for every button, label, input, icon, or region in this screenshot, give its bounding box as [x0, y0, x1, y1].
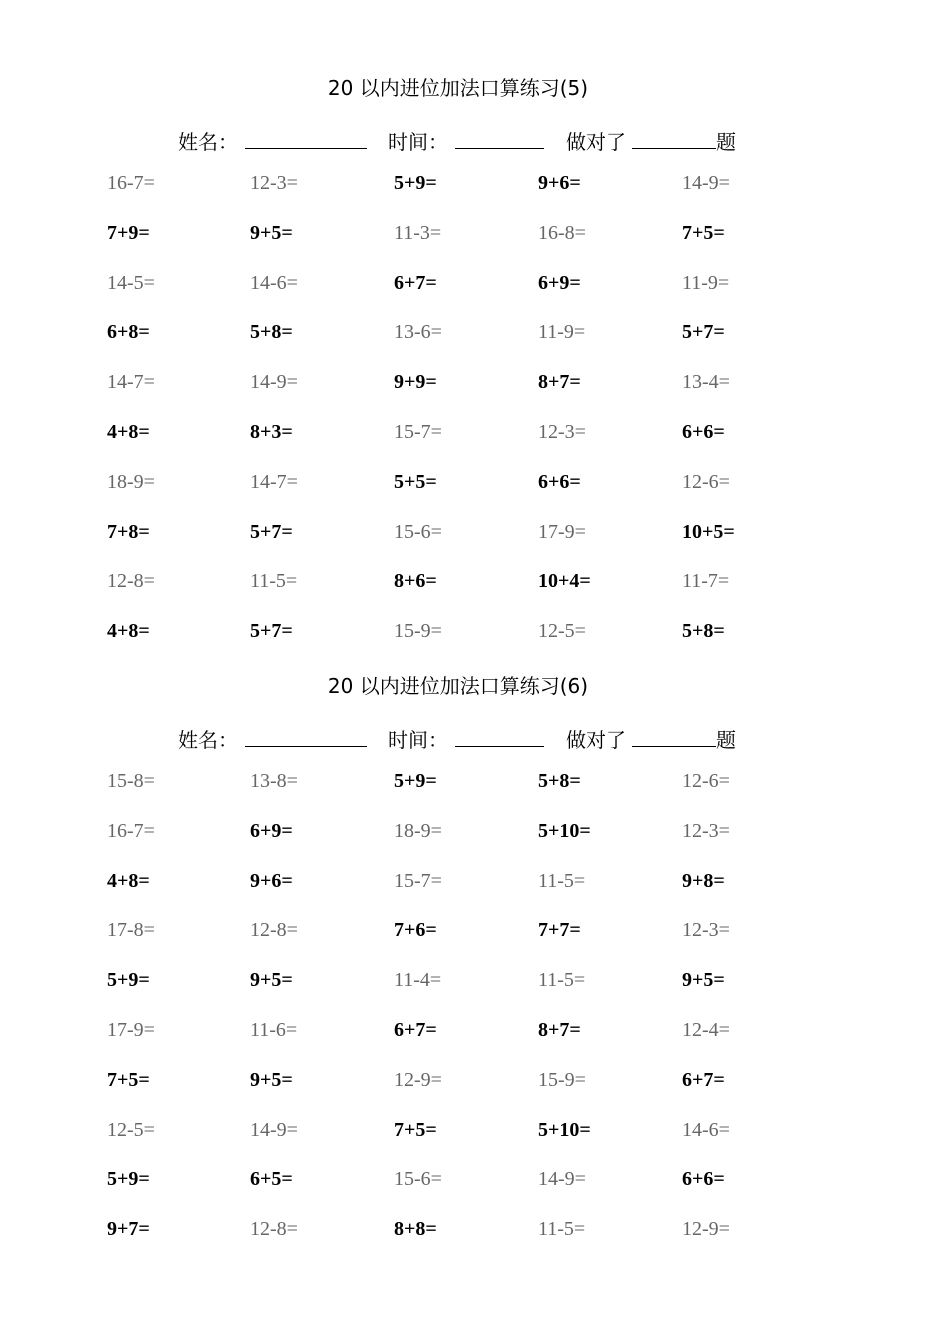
problem-item: 15-6=: [394, 1168, 442, 1191]
student-info-line: [0, 126, 950, 158]
problem-item: 16-8=: [538, 221, 586, 244]
name-blank[interactable]: [245, 746, 367, 747]
problem-item: 7+5=: [107, 1068, 150, 1091]
problem-item: 11-5=: [538, 969, 586, 992]
problem-item: 16-7=: [107, 819, 155, 842]
problem-item: 11-6=: [250, 1019, 298, 1041]
problem-item: 9+9=: [394, 371, 437, 394]
problem-item: 5+9=: [394, 770, 437, 792]
problem-item: 6+7=: [394, 1019, 437, 1041]
problem-item: 7+6=: [394, 919, 437, 942]
problem-item: 13-8=: [250, 770, 298, 792]
correct-count-blank[interactable]: [632, 148, 716, 149]
problem-item: 5+10=: [538, 1118, 591, 1141]
problem-item: 10+5=: [682, 520, 735, 543]
problem-item: 8+7=: [538, 1019, 581, 1041]
problem-item: 5+8=: [682, 620, 725, 643]
problem-item: 14-6=: [682, 1118, 730, 1141]
problem-item: 6+6=: [682, 1168, 725, 1191]
problem-item: 9+5=: [250, 221, 293, 244]
problem-item: 10+4=: [538, 570, 591, 593]
problem-item: 9+5=: [250, 1068, 293, 1091]
problem-item: 12-3=: [538, 421, 586, 443]
problem-item: 12-5=: [538, 620, 586, 643]
problem-item: 6+6=: [682, 421, 725, 443]
student-info-line: [0, 724, 950, 756]
problem-item: 11-7=: [682, 570, 730, 593]
problem-item: 5+7=: [250, 620, 293, 643]
problem-item: 12-9=: [394, 1068, 442, 1091]
problem-item: 9+6=: [250, 869, 293, 892]
problem-item: 16-7=: [107, 172, 155, 194]
problem-item: 6+7=: [682, 1068, 725, 1091]
time-blank[interactable]: [455, 746, 544, 747]
problem-item: 9+7=: [107, 1218, 150, 1241]
problem-item: 17-9=: [107, 1019, 155, 1041]
problem-item: 8+3=: [250, 421, 293, 443]
problem-item: 5+9=: [107, 1168, 150, 1191]
problem-item: 9+6=: [538, 172, 581, 194]
problem-item: 14-9=: [250, 1118, 298, 1141]
problem-item: 13-6=: [394, 321, 442, 344]
problem-item: 4+8=: [107, 421, 150, 443]
problem-item: 14-9=: [538, 1168, 586, 1191]
problem-item: 7+5=: [394, 1118, 437, 1141]
problem-item: 11-5=: [538, 1218, 586, 1241]
problem-item: 11-4=: [394, 969, 442, 992]
question-suffix: 题: [716, 130, 736, 154]
problem-item: 18-9=: [107, 470, 155, 493]
correct-label: 做对了: [566, 130, 626, 154]
problem-item: 12-9=: [682, 1218, 730, 1241]
problem-item: 9+8=: [682, 869, 725, 892]
problem-item: 7+7=: [538, 919, 581, 942]
problem-item: 12-3=: [682, 919, 730, 942]
problem-item: 13-4=: [682, 371, 730, 394]
problem-item: 14-6=: [250, 271, 298, 294]
problem-item: 5+10=: [538, 819, 591, 842]
problem-item: 6+7=: [394, 271, 437, 294]
problem-item: 11-5=: [538, 869, 586, 892]
problem-item: 5+9=: [394, 172, 437, 194]
name-label: 姓名：: [178, 728, 238, 752]
problem-item: 5+5=: [394, 470, 437, 493]
problem-item: 15-8=: [107, 770, 155, 792]
problem-item: 8+6=: [394, 570, 437, 593]
time-label: 时间：: [388, 130, 448, 154]
problem-item: 6+5=: [250, 1168, 293, 1191]
correct-label: 做对了: [566, 728, 626, 752]
problem-item: 12-4=: [682, 1019, 730, 1041]
problem-item: 6+8=: [107, 321, 150, 344]
problem-item: 12-3=: [682, 819, 730, 842]
problem-item: 6+9=: [250, 819, 293, 842]
problem-item: 12-6=: [682, 470, 730, 493]
problem-item: 5+9=: [107, 969, 150, 992]
problem-item: 12-8=: [250, 1218, 298, 1241]
worksheet-title: 20 以内进位加法口算练习(6): [327, 674, 589, 698]
problem-item: 11-9=: [682, 271, 730, 294]
problem-item: 4+8=: [107, 620, 150, 643]
problem-item: 12-5=: [107, 1118, 155, 1141]
time-label: 时间：: [388, 728, 448, 752]
problem-item: 7+8=: [107, 520, 150, 543]
time-blank[interactable]: [455, 148, 544, 149]
problem-item: 14-9=: [682, 172, 730, 194]
problem-item: 14-9=: [250, 371, 298, 394]
name-blank[interactable]: [245, 148, 367, 149]
problem-item: 9+5=: [250, 969, 293, 992]
problem-item: 5+7=: [250, 520, 293, 543]
problem-item: 5+8=: [538, 770, 581, 792]
problem-item: 15-7=: [394, 421, 442, 443]
problem-item: 8+7=: [538, 371, 581, 394]
problem-item: 6+9=: [538, 271, 581, 294]
correct-count-blank[interactable]: [632, 746, 716, 747]
problem-item: 5+7=: [682, 321, 725, 344]
problem-item: 14-7=: [250, 470, 298, 493]
problem-item: 15-6=: [394, 520, 442, 543]
problem-item: 15-9=: [394, 620, 442, 643]
problem-item: 12-3=: [250, 172, 298, 194]
problem-item: 12-6=: [682, 770, 730, 792]
problem-item: 7+9=: [107, 221, 150, 244]
problem-item: 17-8=: [107, 919, 155, 942]
problem-item: 15-9=: [538, 1068, 586, 1091]
problem-item: 15-7=: [394, 869, 442, 892]
problem-item: 6+6=: [538, 470, 581, 493]
question-suffix: 题: [716, 728, 736, 752]
problem-item: 12-8=: [107, 570, 155, 593]
problem-item: 14-5=: [107, 271, 155, 294]
problem-item: 4+8=: [107, 869, 150, 892]
problem-item: 5+8=: [250, 321, 293, 344]
problem-item: 11-3=: [394, 221, 442, 244]
problem-item: 14-7=: [107, 371, 155, 394]
problem-item: 7+5=: [682, 221, 725, 244]
worksheet-title: 20 以内进位加法口算练习(5): [327, 76, 589, 100]
problem-item: 12-8=: [250, 919, 298, 942]
problem-item: 8+8=: [394, 1218, 437, 1241]
problem-item: 18-9=: [394, 819, 442, 842]
problem-item: 11-5=: [250, 570, 298, 593]
problem-item: 11-9=: [538, 321, 586, 344]
problem-item: 17-9=: [538, 520, 586, 543]
name-label: 姓名：: [178, 130, 238, 154]
problem-item: 9+5=: [682, 969, 725, 992]
